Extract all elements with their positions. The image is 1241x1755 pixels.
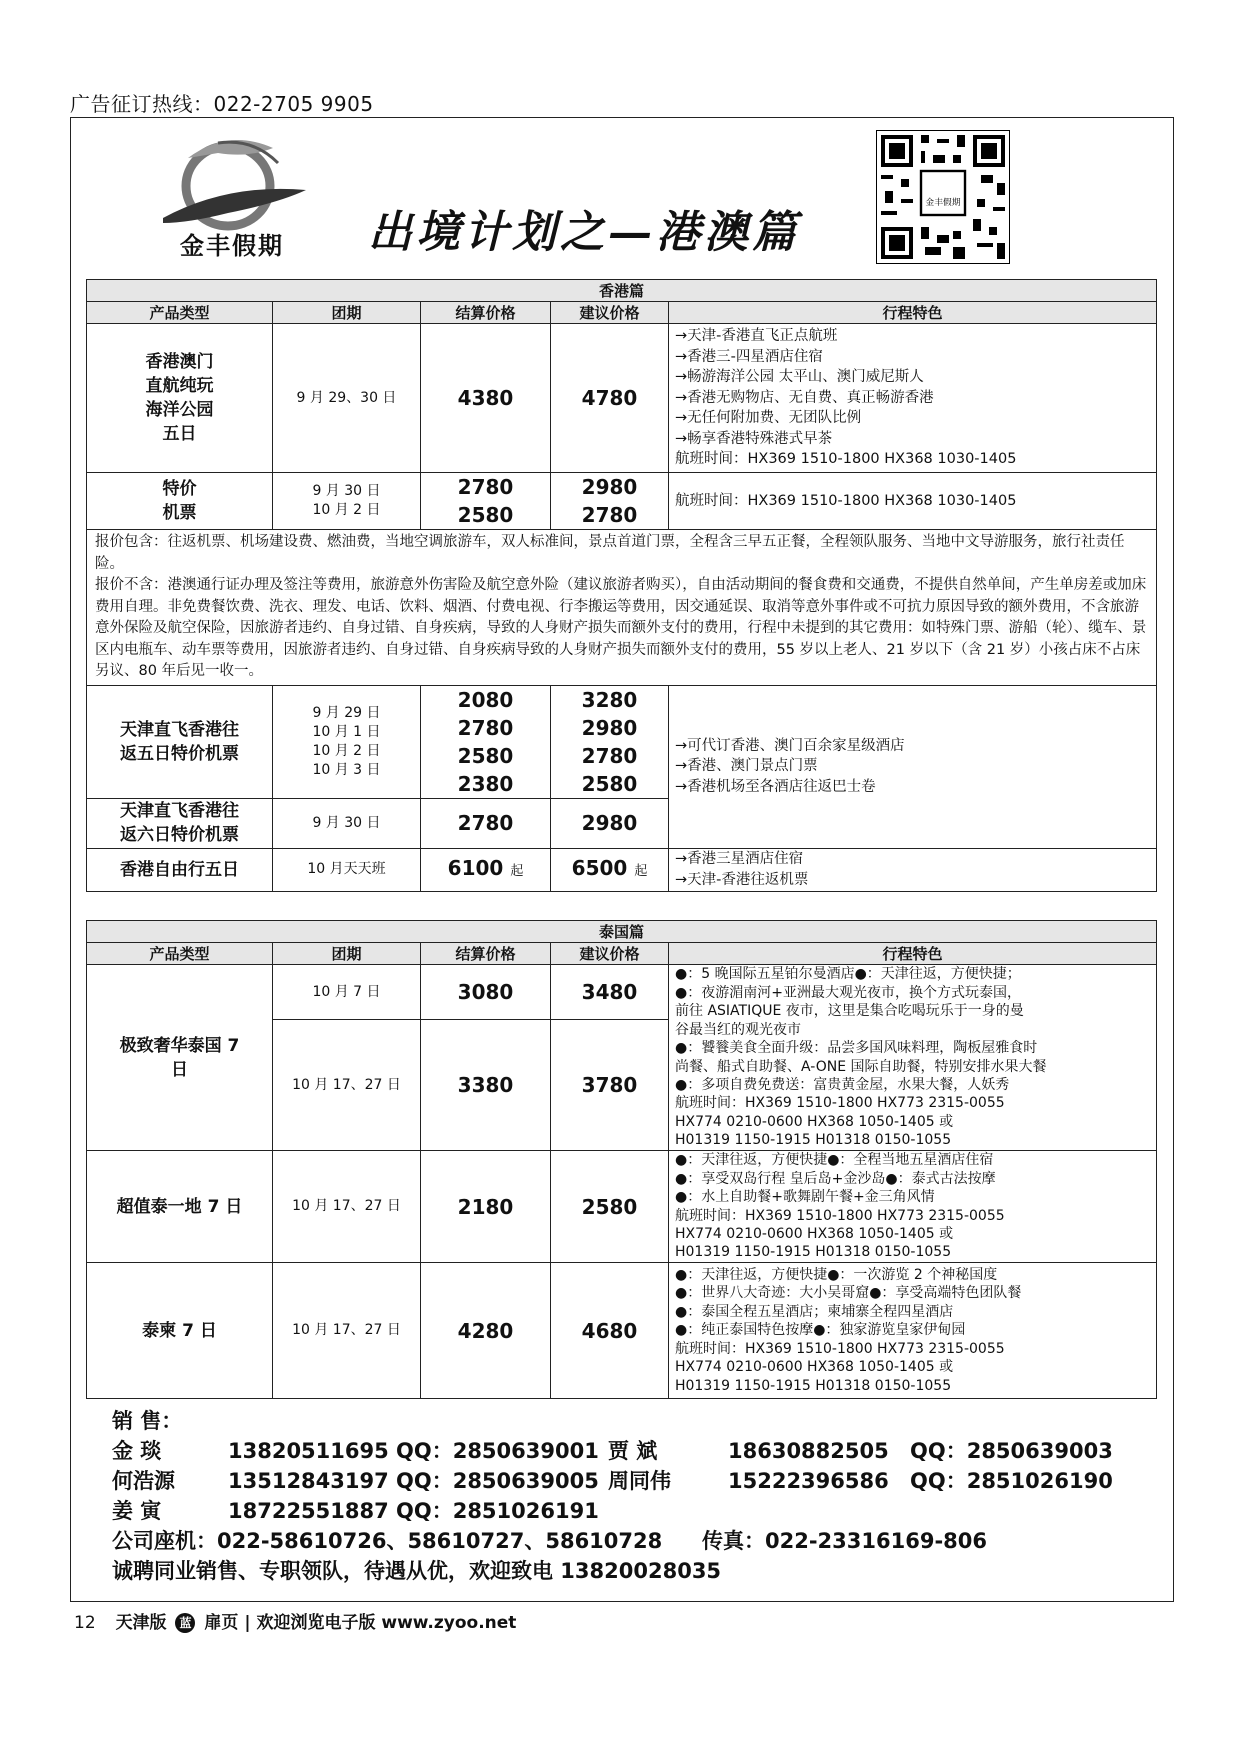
tour-features: ●：天津往返，方便快捷●：全程当地五星酒店住宿 ●：享受双岛行程 皇后岛+金沙岛●：泰式古法按摩 ●：水上自助餐+歌舞剧午餐+金三角风情 航班时间：HX369 1510-1800 HX773 2315-0055 HX774 0210-0600 HX368 1050-1405 或 H01319 1150-1915 H01318 0150-1055: [669, 1151, 1157, 1263]
fax-number[interactable]: 传真：022-23316169-806: [702, 1529, 987, 1553]
settle-price: 2180: [421, 1151, 551, 1263]
contact-qq[interactable]: QQ：2851026190: [910, 1469, 1113, 1493]
page-number: 12: [74, 1613, 96, 1633]
sales-title: 销 售：: [112, 1409, 183, 1433]
tour-date: 10 月 7 日: [273, 965, 421, 1020]
table-row: [87, 324, 1157, 473]
product-name: 超值泰一地 7 日: [87, 1151, 273, 1263]
table-row: [87, 1151, 1157, 1263]
suggest-price: 6500 起: [551, 848, 669, 891]
qr-code[interactable]: [876, 130, 1010, 264]
tour-date: 9 月 29、30 日: [273, 324, 421, 473]
recruit-notice: 诚聘同业销售、专职领队，待遇从优，欢迎致电 13820028035: [112, 1559, 722, 1583]
tour-date: 10 月 17、27 日: [273, 1151, 421, 1263]
contact-phone[interactable]: 13820511695: [228, 1439, 389, 1463]
tour-features: ●：5 晚国际五星铂尔曼酒店●：天津往返，方便快捷； ●：夜游湄南河+亚洲最大观光夜市，换个方式玩泰国， 前往 ASIATIQUE 夜市，这里是集合吃喝玩乐于一身的曼 谷最当红的观光夜市 ●：饕餮美食全面升级：品尝多国风味料理，陶板屋雅食时 尚餐、船式自助餐、A-ONE 国际自助餐，特别安排水果大餐 ●：多项自费免费送：富贵黄金屋，水果大餐，人妖秀 航班时间：HX369 1510-1800 HX773 2315-0055 HX774 0210-0600 HX368 1050-1405 或 H01319 1150-1915 H01318 0150-1055: [669, 965, 1157, 1151]
ad-hotline: 广告征订热线：022-2705 9905: [70, 92, 374, 116]
col-suggest: 建议价格: [551, 943, 669, 965]
suggest-price: 4780: [551, 324, 669, 473]
suggest-price: 3480: [551, 965, 669, 1020]
contact-phone[interactable]: 15222396586: [728, 1469, 889, 1493]
settle-price: 4280: [421, 1263, 551, 1399]
tour-features: →可代订香港、澳门百余家星级酒店 →香港、澳门景点门票 →香港机场至各酒店往返巴士卷: [669, 685, 1157, 848]
col-feature: 行程特色: [669, 302, 1157, 324]
table-row: [87, 685, 1157, 798]
online-link[interactable]: 欢迎浏览电子版 www.zyoo.net: [256, 1613, 517, 1633]
col-date: 团期: [273, 302, 421, 324]
product-name: 天津直飞香港往 返五日特价机票: [87, 685, 273, 798]
col-feature: 行程特色: [669, 943, 1157, 965]
col-product: 产品类型: [87, 302, 273, 324]
price-notes: [87, 530, 1157, 686]
contact-name: 何浩源: [112, 1469, 175, 1493]
contact-qq[interactable]: QQ：2850639003: [910, 1439, 1113, 1463]
office-phone[interactable]: 公司座机：022-58610726、58610727、58610728: [112, 1529, 663, 1553]
suggest-price: 2980 2780: [551, 473, 669, 530]
contact-qq[interactable]: QQ：2850639005: [396, 1469, 599, 1493]
contact-qq[interactable]: QQ：2851026191: [396, 1499, 599, 1523]
contact-qq[interactable]: QQ：2850639001: [396, 1439, 599, 1463]
table-row: [87, 473, 1157, 530]
contact-name: 贾 斌: [608, 1439, 658, 1463]
tour-date: 10 月 17、27 日: [273, 1020, 421, 1151]
suggest-price: 3780: [551, 1020, 669, 1151]
page-footer: [74, 1608, 516, 1633]
contact-name: 金 琰: [112, 1439, 162, 1463]
hk-table: [86, 279, 1157, 892]
settle-price: 2780 2580: [421, 473, 551, 530]
th-table: [86, 920, 1157, 1399]
separator: |: [244, 1613, 251, 1633]
product-name: 天津直飞香港往 返六日特价机票: [87, 798, 273, 848]
badge-icon: 蓝: [175, 1613, 195, 1633]
suggest-price: 2980: [551, 798, 669, 848]
tour-date: 10 月 17、27 日: [273, 1263, 421, 1399]
product-name: 香港自由行五日: [87, 848, 273, 891]
qr-center-label: 金丰假期: [925, 198, 961, 208]
tour-date: 9 月 30 日 10 月 2 日: [273, 473, 421, 530]
company-logo-text: 金丰假期: [180, 231, 284, 260]
suggest-price: 2580: [551, 1151, 669, 1263]
table-row: [87, 848, 1157, 891]
contact-name: 周同伟: [608, 1469, 671, 1493]
settle-price: 3080: [421, 965, 551, 1020]
table-row: [87, 1263, 1157, 1399]
page-headline: 出境计划之—港澳篇: [368, 207, 800, 258]
edition-label: 天津版: [115, 1613, 167, 1633]
table-row: [87, 965, 1157, 1020]
suggest-price: 4680: [551, 1263, 669, 1399]
price-excludes: 报价不含：港澳通行证办理及签注等费用，旅游意外伤害险及航空意外险（建议旅游者购买），自由活动期间的餐食费和交通费，不提供自然单间，产生单房差或加床费用自理。非免费餐饮费、洗衣、理发、电话、饮料、烟酒、付费电视、行李搬运等费用，因交通延误、取消等意外事件或不可抗力原因导致的额外费用，不含旅游意外保险及航空保险，因旅游者违约、自身过错、自身疾病，导致的人身财产损失而额外支付的费用，行程中未提到的其它费用：如特殊门票、游船（轮）、缆车、景区内电瓶车、动车票等费用，因旅游者违约、自身过错、自身疾病导致的人身财产损失而额外支付的费用，55 岁以上老人、21 岁以下（含 21 岁）小孩占床不占床另议、80 年后见一收一。: [95, 577, 1147, 679]
contact-name: 姜 寅: [112, 1499, 162, 1523]
hk-section-title: 香港篇: [87, 280, 1157, 302]
settle-price: 4380: [421, 324, 551, 473]
col-settle: 结算价格: [421, 302, 551, 324]
tour-features: →香港三星酒店住宿 →天津-香港往返机票: [669, 848, 1157, 891]
product-name: 香港澳门 直航纯玩 海洋公园 五日: [87, 324, 273, 473]
settle-price: 2780: [421, 798, 551, 848]
col-date: 团期: [273, 943, 421, 965]
settle-price: 3380: [421, 1020, 551, 1151]
price-includes: 报价包含：往返机票、机场建设费、燃油费，当地空调旅游车，双人标准间，景点首道门票，全程含三早五正餐，全程领队服务、当地中文导游服务，旅行社责任险。: [95, 534, 1125, 572]
col-product: 产品类型: [87, 943, 273, 965]
col-settle: 结算价格: [421, 943, 551, 965]
tour-features: 航班时间：HX369 1510-1800 HX368 1030-1405: [669, 473, 1157, 530]
suggest-price: 3280 2980 2780 2580: [551, 685, 669, 798]
settle-price: 2080 2780 2580 2380: [421, 685, 551, 798]
product-name: 特价 机票: [87, 473, 273, 530]
tour-date: 9 月 30 日: [273, 798, 421, 848]
product-name: 极致奢华泰国 7 日: [87, 965, 273, 1151]
col-suggest: 建议价格: [551, 302, 669, 324]
contact-phone[interactable]: 18722551887: [228, 1499, 389, 1523]
section-label: 扉页: [204, 1613, 239, 1633]
contact-phone[interactable]: 18630882505: [728, 1439, 889, 1463]
tour-features: →天津-香港直飞正点航班 →香港三-四星酒店住宿 →畅游海洋公园 太平山、澳门威尼斯人 →香港无购物店、无自费、真正畅游香港 →无任何附加费、无团队比例 →畅享香港特殊港式早茶 航班时间：HX369 1510-1800 HX368 1030-1405: [669, 324, 1157, 473]
tour-date: 10 月天天班: [273, 848, 421, 891]
product-name: 泰柬 7 日: [87, 1263, 273, 1399]
th-section-title: 泰国篇: [87, 921, 1157, 943]
contact-phone[interactable]: 13512843197: [228, 1469, 389, 1493]
tour-date: 9 月 29 日 10 月 1 日 10 月 2 日 10 月 3 日: [273, 685, 421, 798]
settle-price: 6100 起: [421, 848, 551, 891]
tour-features: ●：天津往返，方便快捷●：一次游览 2 个神秘国度 ●：世界八大奇迹：大小吴哥窟●：享受高端特色团队餐 ●：泰国全程五星酒店；柬埔寨全程四星酒店 ●：纯正泰国特色按摩●：独家游览皇家伊甸园 航班时间：HX369 1510-1800 HX773 2315-0055 HX774 0210-0600 HX368 1050-1405 或 H01319 1150-1915 H01318 0150-1055: [669, 1263, 1157, 1399]
